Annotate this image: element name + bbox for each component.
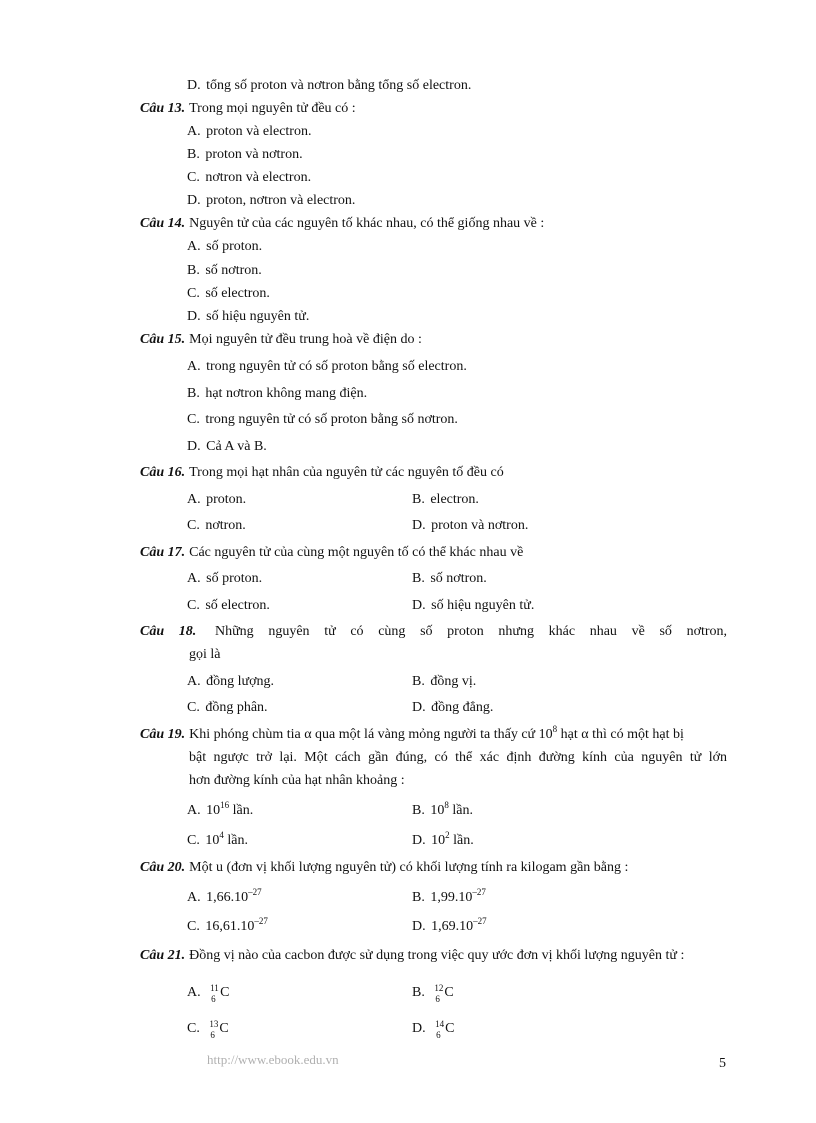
q13-option-b: B. proton và nơtron.	[187, 147, 303, 162]
footer-url[interactable]: http://www.ebook.edu.vn	[207, 1052, 339, 1067]
q18-option-c: C. đồng phân.	[187, 700, 268, 715]
q19-option-b: B. $10^8$ lần.	[412, 800, 473, 818]
q15-option-a: A. trong nguyên tử có số proton bằng số electron.	[187, 359, 467, 374]
question-21: Câu 21. Đồng vị nào của cacbon được sử dụng trong việc quy ước đơn vị khối lượng nguyên tử :	[140, 948, 685, 963]
isotope-notation: 14 6	[435, 1019, 445, 1040]
q14-option-c: C. số electron.	[187, 286, 270, 301]
q14-option-a: A. số proton.	[187, 239, 263, 254]
q12-option-d: D. tổng số proton và nơtron bằng tổng số electron.	[187, 78, 472, 93]
q15-option-d: D. Cả A và B.	[187, 439, 267, 454]
q14-option-b: B. số nơtron.	[187, 263, 262, 278]
q13-option-d: D. proton, nơtron và electron.	[187, 193, 356, 208]
q17-option-a: A. số proton.	[187, 571, 263, 586]
question-15: Câu 15. Mọi nguyên tử đều trung hoà về điện do :	[140, 332, 422, 347]
q19-option-c: C. $10^4$ lần.	[187, 830, 248, 848]
q15-option-c: C. trong nguyên tử có số proton bằng số nơtron.	[187, 412, 458, 427]
q16-option-b: B. electron.	[412, 492, 479, 507]
question-16: Câu 16. Trong mọi hạt nhân của nguyên tử các nguyên tố đều có	[140, 465, 504, 480]
q21-option-d: D. 14 6 C	[412, 1019, 455, 1040]
isotope-notation: 11 6	[210, 983, 219, 1004]
q13-option-c: C. nơtron và electron.	[187, 170, 312, 185]
q21-option-c: C. 13 6 C	[187, 1019, 229, 1040]
q20-option-c: C. $16,61.10^{-27}$	[187, 916, 268, 934]
question-19-line2: bật ngược trở lại. Một cách gần đúng, có thể xác định đường kính của nguyên tử lớn	[189, 750, 727, 765]
q18-option-b: B. đồng vị.	[412, 674, 477, 689]
q17-option-c: C. số electron.	[187, 598, 270, 613]
q18-option-a: A. đồng lượng.	[187, 674, 275, 689]
q21-option-a: A. 11 6 C	[187, 983, 230, 1004]
page-number: 5	[719, 1056, 726, 1071]
q14-option-d: D. số hiệu nguyên tử.	[187, 309, 310, 324]
isotope-notation: 12 6	[434, 983, 444, 1004]
question-19-line3: hơn đường kính của hạt nhân khoảng :	[189, 773, 405, 788]
q16-option-d: D. proton và nơtron.	[412, 518, 529, 533]
q20-option-d: D. $1,69.10^{-27}$	[412, 916, 487, 934]
isotope-notation: 13 6	[209, 1019, 219, 1040]
question-13: Câu 13. Trong mọi nguyên tử đều có :	[140, 101, 356, 116]
q21-option-b: B. 12 6 C	[412, 983, 454, 1004]
question-17: Câu 17. Các nguyên tử của cùng một nguyên tố có thể khác nhau về	[140, 545, 524, 560]
q13-option-a: A. proton và electron.	[187, 124, 312, 139]
question-19: Câu 19. Khi phóng chùm tia α qua một lá vàng mỏng người ta thấy cứ $10^8$ hạt α thì có một hạt bị	[140, 724, 684, 742]
q16-option-a: A. proton.	[187, 492, 247, 507]
question-18-line2: gọi là	[189, 647, 221, 662]
question-14: Câu 14. Nguyên tử của các nguyên tố khác nhau, có thể giống nhau về :	[140, 216, 545, 231]
q17-option-b: B. số nơtron.	[412, 571, 487, 586]
question-18: Câu 18. Những nguyên tử có cùng số proton nhưng khác nhau về số nơtron,	[140, 624, 728, 639]
q20-option-b: B. $1,99.10^{-27}$	[412, 887, 486, 905]
q19-option-a: A. $10^{16}$ lần.	[187, 800, 254, 818]
q15-option-b: B. hạt nơtron không mang điện.	[187, 386, 368, 401]
q16-option-c: C. nơtron.	[187, 518, 246, 533]
q20-option-a: A. $1,66.10^{-27}$	[187, 887, 262, 905]
q17-option-d: D. số hiệu nguyên tử.	[412, 598, 535, 613]
question-20: Câu 20. Một u (đơn vị khối lượng nguyên tử) có khối lượng tính ra kilogam gần bằng :	[140, 860, 629, 875]
q18-option-d: D. đồng đẳng.	[412, 700, 494, 715]
q19-option-d: D. $10^2$ lần.	[412, 830, 474, 848]
